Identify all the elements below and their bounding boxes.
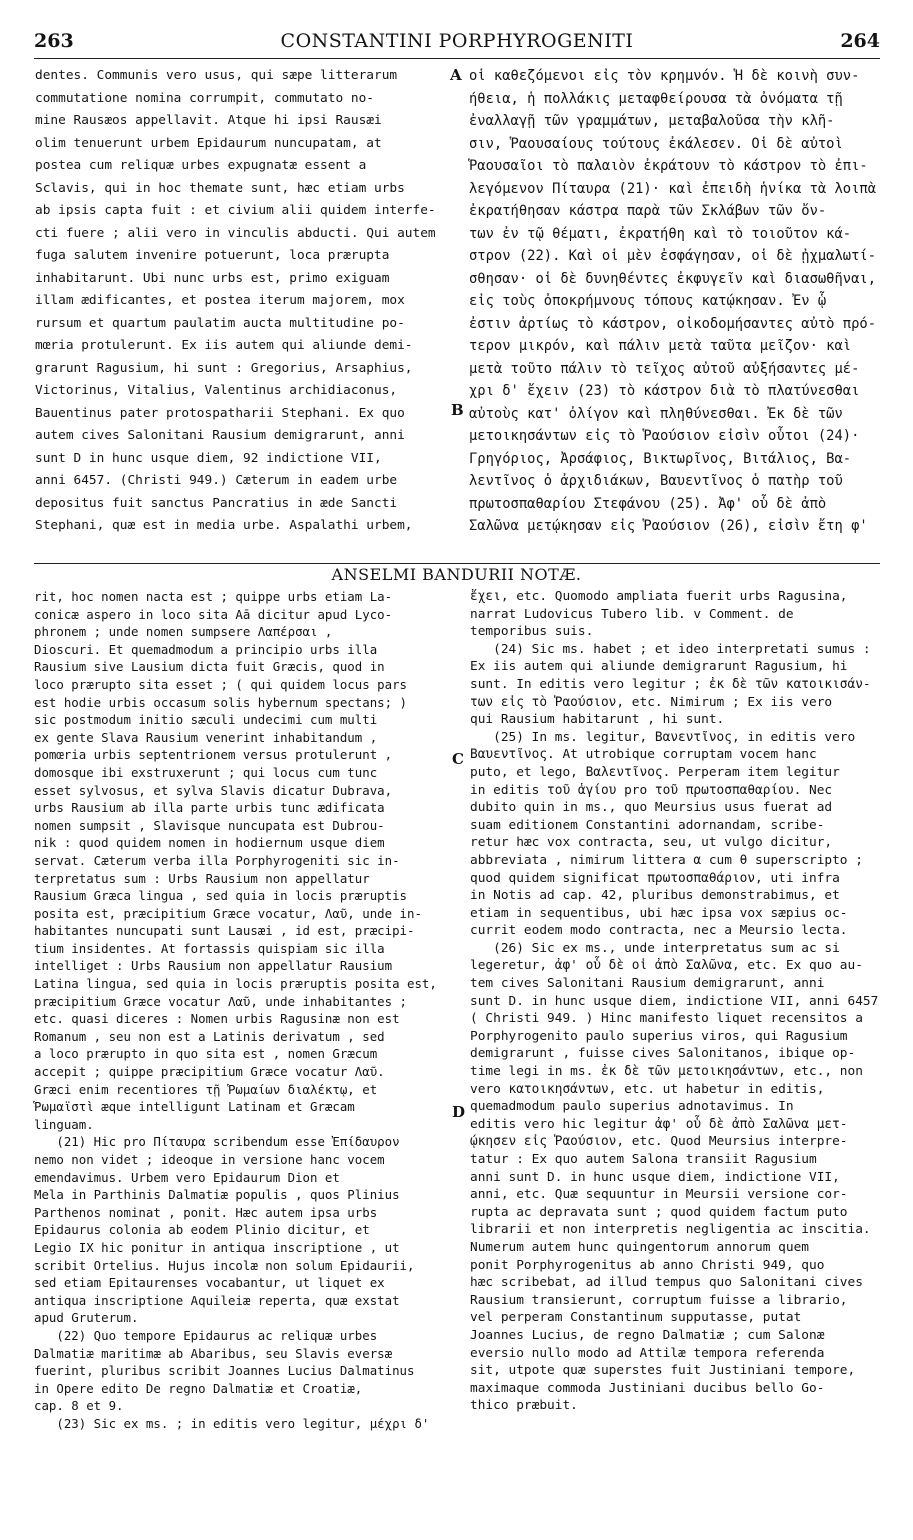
page-number-right: 264 xyxy=(840,30,880,52)
running-title: CONSTANTINI PORPHYROGENITI xyxy=(280,30,634,52)
margin-letter-b: B xyxy=(451,401,464,419)
greek-text-column: οἱ καθεζόμενοι εἰς τὸν κρημνόν. Ἡ δὲ κοινὴ συν- ήθεια, ἡ πολλάκις μεταφθείρουσα τὰ ὀνόματα τῇ ἐναλλαγῇ τῶν γραμμάτων, μεταβαλοῦσα τὴν κλῆ- σιν, Ῥαουσαίους τούτους ἐκάλεσεν. Οἱ δὲ αὐτοὶ Ῥαουσαῖοι τὸ παλαιὸν ἐκράτουν τὸ κάστρον τὸ ἐπι- λεγόμενον Πίταυρα (21)· καὶ ἐπειδὴ ἡνίκα τὰ λοιπὰ ἐκρατήθησαν κάστρα παρὰ τῶν Σκλάβων τῶν ὄν- των ἐν τῷ θέματι, ἐκρατήθη καὶ τὸ τοιοῦτον κά- στρον (22). Καὶ οἱ μὲν ἐσφάγησαν, οἱ δὲ ᾐχμαλωτί- σθησαν· οἱ δὲ δυνηθέντες ἐκφυγεῖν καὶ διασωθῆναι, εἰς τοὺς ὀποκρήμνους τόπους κατῴκησαν. Ἐν ᾧ ἐστιν ἀρτίως τὸ κάστρον, οἰκοδομήσαντες αὐτὸ πρό- τερον μικρόν, καὶ πάλιν μετὰ ταῦτα μεῖζον· καὶ μετὰ τοῦτο πάλιν τὸ τεῖχος αὐτοῦ αὐξήσαντες μέ- χρι δ' ἔχειν (23) τὸ κάστρον διὰ τὸ πλατύνεσθαι αὐτοὺς κατ' ὀλίγον καὶ πληθύνεσθαι. Ἐκ δὲ τῶν μετοικησάντων εἰς τὸ Ῥαούσιον εἰσὶν οὗτοι (24)· Γρηγόριος, Ἀρσάφιος, Βικτωρῖνος, Βιτάλιος, Βα- λεντῖνος ὁ ἀρχιδιάκων, Βαυεντῖνος ὁ πατὴρ τοῦ πρωτοσπαθαρίου Στεφάνου (25). Ἀφ' οὗ δὲ ἀπὸ Σαλῶνα μετῴκησαν εἰς Ῥαούσιον (26), εἰσὶν ἔτη φ' xyxy=(469,68,877,534)
running-header xyxy=(34,30,880,56)
notes-right-column: ἔχει, etc. Quomodo ampliata fuerit urbs Ragusina, narrat Ludovicus Tubero lib. v Comment. de temporibus suis. (24) Sic ms. habet ; et ideo interpretati sumus : Ex iis autem qui aliunde demigrarunt Ragusium, hi sunt. In editis vero legitur ; ἐκ δὲ τῶν κατοικισάν- των εἰς τὸ Ῥαούσιον, etc. Nimirum ; Ex iis vero qui Rausium habitarunt , hi sunt. (25) In ms. legitur, Βανεντῖνος, in editis vero Βαυεντῖνος. At utrobique corruptam vocem hanc puto, et lego, Βαλεντῖνος. Perperam item legitur in editis τοῦ ἁγίου pro τοῦ πρωτοσπαθαρίου. Nec dubito quin in ms., quo Meursius usus fuerat ad suam editionem Constantini adornandam, scribe- retur hæc vox contracta, seu, ut vulgo dicitur, abbreviata , nimirum littera α cum θ superscripto ; quod quidem significat πρωτοσπαθάριον, uti infra in Notis ad cap. 42, pluribus demonstrabimus, et etiam in sequentibus, ubi hæc ipsa vox sæpius oc- currit eodem modo contracta, nec a Meursio lecta. (26) Sic ex ms., unde interpretatus sum ac si legeretur, ἀφ' οὗ δὲ οἱ ἀπὸ Σαλῶνα, etc. Ex quo au- tem cives Salonitani Rausium demigrarunt, anni sunt D. in hunc usque diem, indictione VII, anni 6457 ( Christi 949. ) Hinc manifesto liquet recensitos a Porphyrogenito paulo superius viros, qui Ragusium demigrarunt , fuisse cives Salonitanos, ibique op- time legi in ms. ἐκ δὲ τῶν μετοικησάντων, etc., non vero κατοικησάντων, etc. ut habetur in editis, quemadmodum paulo superius adnotavimus. In editis vero hic legitur ἀφ' οὗ δὲ ἀπὸ Σαλῶνα μετ- ῴκησεν εἰς Ῥαούσιον, etc. Quod Meursius interpre- tatur : Ex quo autem Salona transiit Ragusium anni sunt D. in hunc usque diem, indictione VII, anni, etc. Quæ sequuntur in Meursii versione cor- rupta ac depravata sunt ; quod quidem factum puto librarii et non interpretis negligentia ac inscitia. Numerum autem hunc quingentorum annorum quem ponit Porphyrogenitus ab anno Christi 949, quo hæc scribebat, ad illud tempus quo Salonitani cives Rausium transierunt, corruptum fuisse a librario, vel perperam Constantinum supputasse, putat Joannes Lucius, de regno Dalmatiæ ; cum Salonæ eversio nullo modo ad Attilæ tempora referenda sit, utpote quæ superstes fuit Justiniani tempore, maximaque commoda Justiniani ducibus bello Go- thico præbuit. xyxy=(470,589,879,1414)
notes-rule xyxy=(34,563,880,564)
margin-letter-a: A xyxy=(450,66,462,84)
page-number-left: 263 xyxy=(34,30,74,52)
notes-heading: ANSELMI BANDURII NOTÆ. xyxy=(331,565,582,584)
notes-left-column: rit, hoc nomen nacta est ; quippe urbs etiam La- conicæ aspero in loco sita Aā dicitur apud Lyco- phronem ; unde nomen sumpsere Λαπέρσαι , Dioscuri. Et quemadmodum a principio urbs illa Rausium sive Lausium dicta fuit Græcis, quod in loco prærupto sita esset ; ( qui quidem locus pars est hodie urbis occasum solis hybernum spectans; ) sic postmodum initio sæculi undecimi cum multi ex gente Slava Rausium venerint inhabitandum , pomœria urbis septentrionem versus protulerunt , domosque ibi exstruxerunt ; qui locus cum tunc esset sylvosus, et sylva Slavis dicatur Dubrava, urbs Rausium ab illa parte urbis tunc ædificata nomen sumpsit , Slavisque nuncupata est Dubrou- nik : quod quidem nomen in hodiernum usque diem servat. Cæterum verba illa Porphyrogeniti sic in- terpretatus sum : Urbs Rausium non appellatur Rausium Græca lingua , sed quia in locis præruptis posita est, præcipitium Græce vocatur, Λαῦ, unde in- habitantes nuncupati sunt Lausæi , id est, præcipi- tium insidentes. At fortassis quispiam sic illa intelliget : Urbs Rausium non appellatur Rausium Latina lingua, sed quia in locis præruptis posita est, præcipitium Græce vocatur Λαῦ, unde inhabitantes ; etc. quasi diceres : Nomen urbis Ragusinæ non est Romanum , seu non est a Latinis derivatum , sed a loco prærupto in quo sita est , nomen Græcum accepit ; quippe præcipitium Græce vocatur Λαῦ. Græci enim recentiores τῇ Ῥωμαίων διαλέκτῳ, et Ῥωμαϊστὶ æque intelligunt Latinam et Græcam linguam. (21) Hic pro Πίταυρα scribendum esse Ἐπίδαυρον nemo non videt ; ideoque in versione hanc vocem emendavimus. Urbem vero Epidaurum Dion et Mela in Parthinis Dalmatiæ populis , quos Plinius Parthenos nominat , ponit. Hæc autem ipsa urbs Epidaurus colonia ab eodem Plinio dicitur, et Legio IX hic ponitur in antiqua inscriptione , ut scribit Ortelius. Hujus incolæ non solum Epidaurii, sed etiam Epitaurenses vocabantur, ut liquet ex antiqua inscriptione Aquileiæ reperta, quæ exstat apud Gruterum. (22) Quo tempore Epidaurus ac reliquæ urbes Dalmatiæ maritimæ ab Abaribus, seu Slavis eversæ fuerint, pluribus scribit Joannes Lucius Dalmatinus in Opere edito De regno Dalmatiæ et Croatiæ, cap. 8 et 9. (23) Sic ex ms. ; in editis vero legitur, μέχρι δ' xyxy=(34,589,437,1431)
header-rule xyxy=(34,58,880,59)
margin-letter-c: C xyxy=(452,750,464,768)
latin-translation-column: dentes. Communis vero usus, qui sæpe litterarum commutatione nomina corrumpit, commutato no- mine Rausæos appellavit. Atque hi ipsi Rausæi olim tenuerunt urbem Epidaurum nuncupatam, at postea cum reliquæ urbes expugnatæ essent a Sclavis, qui in hoc themate sunt, hæc etiam urbs ab ipsis capta fuit : et civium alii quidem interfe- cti fuere ; alii vero in vinculis abducti. Qui autem fuga salutem invenire potuerunt, loca prærupta inhabitarunt. Ubi nunc urbs est, primo exiguam illam ædificantes, et postea iterum majorem, mox rursum et quartum paulatim aucta multitudine po- mœria protulerunt. Ex iis autem qui aliunde demi- grarunt Ragusium, hi sunt : Gregorius, Arsaphius, Victorinus, Vitalius, Valentinus archidiaconus, Bauentinus pater protospatharii Stephani. Ex quo autem cives Salonitani Rausium demigrarunt, anni sunt D in hunc usque diem, 92 indictione VII, anni 6457. (Christi 949.) Cæterum in eadem urbe depositus fuit sanctus Pancratius in æde Sancti Stephani, quæ est in media urbe. Aspalathi urbem, xyxy=(35,68,436,533)
margin-letter-d: D xyxy=(452,1103,466,1121)
